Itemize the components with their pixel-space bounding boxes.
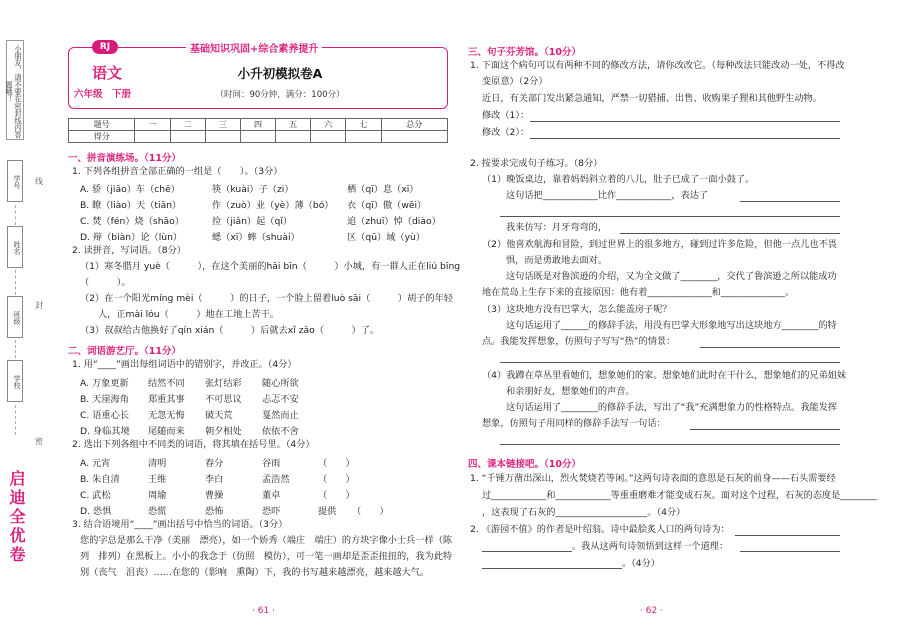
question-line: ，这表现了石灰的____________________。（4分） [482, 507, 686, 518]
option-text: 王维 [148, 474, 167, 485]
answer-blank[interactable]: （ ） [318, 490, 355, 501]
score-header: 六 [311, 119, 346, 131]
answer-line[interactable] [735, 535, 840, 536]
question-text: 1. 下列各组拼音全部正确的一组是（ ）。（3分） [72, 166, 283, 177]
question-line: 这句话运用了______的修辞手法，用没有巴掌大形象地写出这块地方________的特 [506, 320, 837, 331]
question-line: 我来仿写：月牙弯弯的， [506, 222, 608, 233]
revision-label: 修改（1）： [482, 110, 530, 121]
score-header: 一 [135, 119, 170, 131]
option-text: B. 瞭（liào）天（tiān） [80, 200, 182, 211]
question-line: 这句话把____________比作____________，表达了 [506, 190, 709, 201]
question-line: （2）在一个阳光míng mèi（ ）的日子，一个脸上留着luò sāi（ ）胡子的年轻 [80, 293, 453, 304]
score-table [68, 118, 448, 143]
option-text: 捡（jiǎn）起（qǐ） [212, 216, 293, 227]
edition-badge: RJ [92, 40, 118, 54]
seal-line [15, 340, 16, 358]
score-header: 题号 [69, 119, 135, 131]
option-text: 结然不同 [148, 378, 185, 389]
option-text: 筷（kuài）子（zi） [212, 184, 294, 195]
paper-time: （时间：90分钟，满分：100分） [215, 90, 345, 100]
subject-title: 语文 [92, 64, 123, 82]
cut-mark: 线 [35, 177, 43, 186]
score-header: 二 [170, 119, 205, 131]
brand-logo: 启迪全优卷 [7, 469, 26, 565]
cut-mark: 密 [35, 437, 43, 446]
option-text: 蟋（xī）蟀（shuài） [212, 232, 300, 243]
score-row-label: 得分 [69, 131, 135, 143]
paper-title: 小升初模拟卷A [237, 66, 323, 81]
question-line: 想象，仿照句子用同样的修辞手法写一句话： [482, 418, 666, 429]
margin-tip: 小朋友，请不要在密封线内答题哦！ [6, 40, 24, 140]
answer-line[interactable] [690, 429, 840, 430]
page-number-left: · 61 · [252, 606, 275, 616]
score-header: 总分 [381, 119, 447, 131]
option-text: 董卓 [262, 490, 281, 501]
question-text: 2. 按要求完成句子练习。（8分） [470, 158, 603, 169]
section-title: 一、拼音演练场。（11分） [68, 153, 181, 164]
option-text: C. 焚（fén）烧（shāo） [80, 216, 184, 227]
section-title: 三、句子芬芳馆。（10分） [468, 47, 581, 58]
answer-line[interactable] [700, 347, 840, 348]
score-cell[interactable] [381, 131, 447, 143]
option-text: 随心所欲 [262, 378, 299, 389]
page-number-right: · 62 · [640, 606, 663, 616]
field-school: 学校 [7, 360, 23, 402]
option-text: 尾随而来 [148, 426, 185, 437]
answer-blank[interactable]: （ ） [318, 458, 355, 469]
question-line: 地在荒岛上生存下来的直接原因：他有着______________和______________。 [482, 287, 795, 298]
option-text: D. 身临其境 [80, 426, 130, 437]
grade-label: 六年级 下册 [74, 89, 132, 100]
score-header: 七 [346, 119, 381, 131]
question-text: 3. 结合语境用“____”画出括号中恰当的词语。（3分） [72, 519, 288, 530]
option-text: A. 骄（jiāo）车（chē） [80, 184, 180, 195]
option-text: 春分 [205, 458, 224, 469]
option-text: 恐吓 [262, 506, 281, 517]
option-text: D. 恐惧 [80, 506, 112, 517]
option-text: A. 万象更新 [80, 378, 129, 389]
question-line: （3）叔叔给古他换好了qín xián（ ）后就去xǐ zǎo（ ）了。 [80, 325, 380, 336]
question-line: 点。我能发挥想象，仿照句子写写“热”的情景： [482, 336, 676, 347]
question-line: 近日，有关部门发出紧急通知，严禁一切猎捕、出售、收购果子狸和其他野生动物。 [482, 93, 822, 104]
question-line: 别（丧气 沮丧）……在您的（影响 熏陶）下，我的书写越来越漂亮，越来越大气。 [80, 567, 430, 578]
option-text: 周瑜 [148, 490, 167, 501]
option-text: 区（qū）域（yù） [347, 232, 426, 243]
option-text: B. 朱自清 [80, 474, 120, 485]
answer-line[interactable] [482, 568, 622, 569]
question-line: 惧，而是勇敢地去面对。 [506, 255, 608, 266]
revision-label: 修改（2）： [482, 127, 530, 138]
field-class: 班级 [7, 296, 23, 338]
question-line: 列 排列）在黑板上。小小的我念于（仿照 模仿），可一笔一画却是歪歪扭扭的，我为此特 [80, 551, 453, 562]
cut-mark: 封 [35, 301, 43, 310]
score-cell[interactable] [205, 131, 240, 143]
answer-line[interactable] [482, 551, 572, 552]
seal-line [15, 205, 16, 225]
option-text: 曹操 [205, 490, 224, 501]
question-line: （ ）。 [80, 277, 131, 288]
score-header-row [69, 119, 448, 131]
option-text: A. 元宵 [80, 458, 111, 469]
option-text: C. 武松 [80, 490, 111, 501]
option-text: 恐怖 [205, 506, 224, 517]
seal-line [15, 405, 16, 435]
question-line: （1）晚饭桌边，靠着妈妈斜立着的八儿，肚子已成了一面小鼓了。 [482, 174, 755, 185]
question-line: 变原意）（2分） [482, 76, 548, 87]
option-text: 破天荒 [205, 410, 233, 421]
question-text: 2. 选出下列各组中不同类的词语，将其填在括号里。（4分） [72, 439, 315, 450]
score-header: 五 [276, 119, 311, 131]
header-banner: 基础知识巩固+综合素养提升 [186, 40, 322, 55]
answer-line[interactable] [530, 121, 840, 122]
option-text: 无忽无悔 [148, 410, 185, 421]
answer-blank[interactable]: （ ） [352, 506, 389, 517]
option-text: 谷雨 [262, 458, 281, 469]
option-text: 不可思议 [205, 394, 242, 405]
answer-line[interactable] [500, 362, 840, 363]
answer-line[interactable] [740, 551, 840, 552]
option-text: B. 天崖海角 [80, 394, 129, 405]
option-text: D. 辩（biàn）论（lùn） [80, 232, 183, 243]
score-cell[interactable] [135, 131, 170, 143]
question-line: （1）寒冬腊月 yuè（ ），在这个美丽的hǎi bīn（ ）小城，有一群人正在liú bīng [80, 261, 461, 272]
answer-line[interactable] [500, 216, 840, 217]
question-line: 这句话运用了________的修辞手法，写出了“我”充满想象力的性格特点。我能发挥 [506, 402, 838, 413]
question-line: 这句话既是对鲁滨逊的介绍，又为全文做了________，交代了鲁滨逊之所以能成功 [506, 271, 837, 282]
answer-line[interactable] [620, 233, 840, 234]
option-text: 郑重其事 [148, 394, 185, 405]
option-text: 戛然而止 [262, 410, 299, 421]
option-text: 忐忑不安 [262, 394, 299, 405]
section-title: 四、课本链接吧。（10分） [468, 459, 581, 470]
question-line: 过____________和____________等重重磨难才能变成石灰。面对这个过程，石灰的态度是________ [482, 490, 878, 501]
question-text: 1. “千锤万凿出深山，烈火焚烧若等闲。”这两句诗表面的意思是石灰的前身——石头需要经 [470, 473, 836, 484]
score-cell[interactable] [240, 131, 275, 143]
score-cell[interactable] [276, 131, 311, 143]
score-header: 三 [205, 119, 240, 131]
option-text: 提供 [318, 506, 337, 517]
option-text: 清明 [148, 458, 167, 469]
question-line: 您的字总是那么干净（美丽 漂亮），如一个娇秀（端庄 端庄）的方块字像小士兵一样（陈 [80, 535, 453, 546]
option-text: C. 语重心长 [80, 410, 130, 421]
question-text: 1. 下面这个病句可以有两种不同的修改方法，请你改改它。（每种改法只能改动一处，不得改 [470, 60, 845, 71]
question-text: 1. 用“____”画出每组词语中的错别字，并改正。（4分） [72, 359, 297, 370]
question-line: 人，正mài lóu（ ）地在工地上苦干。 [98, 309, 280, 320]
answer-line[interactable] [530, 138, 840, 139]
answer-line[interactable] [740, 201, 840, 202]
question-text: 2. 读拼音，写词语。（8分） [72, 245, 186, 256]
question-line: 。（4分） [622, 558, 660, 569]
score-cell[interactable] [170, 131, 205, 143]
option-text: 李白 [205, 474, 224, 485]
option-text: 衣（qī）傲（wēi） [347, 200, 427, 211]
score-header: 四 [240, 119, 275, 131]
field-name: 姓名 [7, 226, 23, 268]
option-text: 孟浩然 [262, 474, 290, 485]
option-text: 张灯结彩 [205, 378, 242, 389]
option-text: 追（zhuī）悼（diào） [347, 216, 441, 227]
option-text: 依依不舍 [262, 426, 299, 437]
question-text: 2. 《游园不值》的作者是叶绍翁。诗中最脍炙人口的两句诗为： [470, 524, 730, 535]
question-line: （2）他喜欢航海和冒险，到过世界上的很多地方，碰到过许多危险，但他一点儿也不畏 [482, 239, 837, 250]
option-text: 栖（qī）息（xī） [347, 184, 419, 195]
question-line: 和亲朋好友，想象她们的声音。 [506, 386, 635, 397]
question-line: （4）我蹲在草丛里看她们，想象她们的家。想象她们此时在干什么，想象她们的兄弟姐妹 [482, 370, 847, 381]
score-cell[interactable] [346, 131, 381, 143]
question-line: 。我从这两句诗领悟到这样一个道理： [572, 541, 729, 552]
seal-line [15, 270, 16, 295]
option-text: 朝夕相处 [205, 426, 242, 437]
binding-margin [0, 0, 30, 636]
answer-line[interactable] [500, 444, 840, 445]
score-cell[interactable] [311, 131, 346, 143]
option-text: 作（zuò）业（yè）薄（bó） [212, 200, 334, 211]
score-row [69, 131, 448, 143]
field-student-number: 学号 [7, 160, 23, 202]
option-text: 恐慌 [148, 506, 167, 517]
section-title: 二、词语游艺厅。（11分） [68, 346, 181, 357]
answer-blank[interactable]: （ ） [318, 474, 355, 485]
question-line: （3）这块地方没有巴掌大，怎么能盖房子呢？ [482, 304, 672, 315]
